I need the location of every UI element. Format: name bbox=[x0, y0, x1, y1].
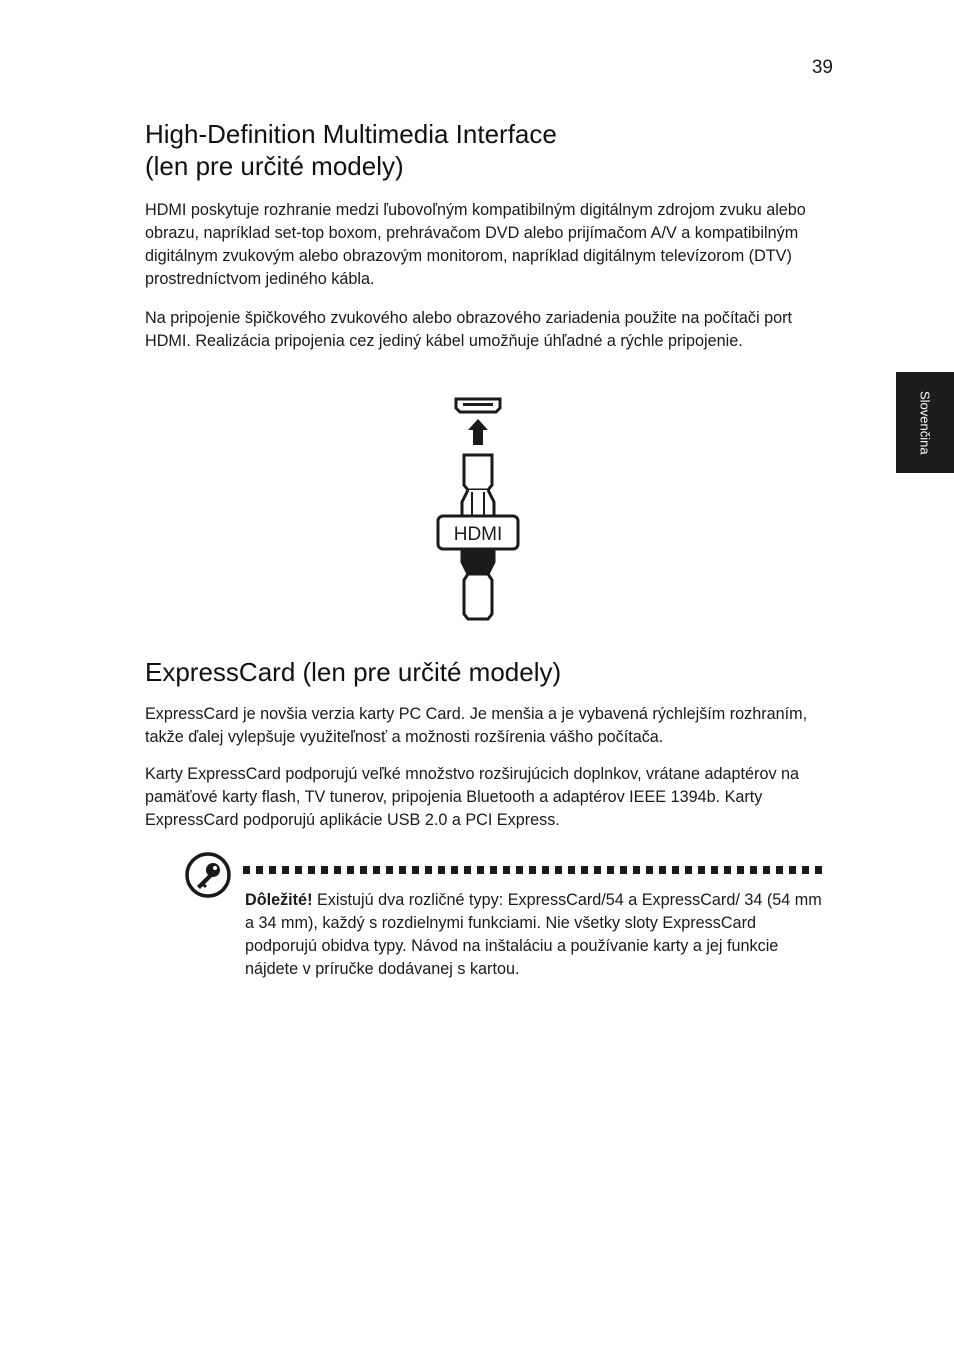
hdmi-title-line1: High-Definition Multimedia Interface bbox=[145, 119, 557, 149]
expresscard-paragraph-1: ExpressCard je novšia verzia karty PC Card. Je menšia a je vybavená rýchlejším rozhraním, takže ďalej vylepšuje využiteľnosť a možnosti rozšírenia vášho počítača. bbox=[145, 705, 808, 746]
note-text bbox=[245, 889, 825, 981]
note-label: Dôležité! bbox=[245, 891, 313, 909]
key-icon bbox=[184, 851, 232, 899]
hdmi-section-title bbox=[145, 118, 557, 182]
hdmi-title-line2: (len pre určité modely) bbox=[145, 151, 404, 181]
hdmi-figure-label: HDMI bbox=[453, 524, 503, 545]
arrow-up-icon bbox=[468, 419, 488, 445]
note-divider bbox=[243, 866, 828, 874]
hdmi-port-icon bbox=[456, 399, 500, 412]
hdmi-plug-bottom-icon bbox=[462, 549, 494, 619]
page-number: 39 bbox=[811, 57, 833, 78]
hdmi-paragraph-1: HDMI poskytuje rozhranie medzi ľubovoľným kompatibilným digitálnym zdrojom zvuku alebo obrazu, napríklad set-top boxom, prehrávačom DVD alebo prijímačom A/V a kompatibilným digitálnym zvukovým alebo obrazovým monitorom, napríklad digitálnym televízorom (DTV) prostredníctvom jediného kábla. bbox=[145, 201, 806, 288]
expresscard-section-title: ExpressCard (len pre určité modely) bbox=[145, 657, 562, 687]
note-body: Existujú dva rozličné typy: ExpressCard/54 a ExpressCard/ 34 (54 mm a 34 mm), každý s rozdielnymi funkciami. Nie všetky sloty ExpressCard podporujú obidva typy. Návod na inštaláciu a používanie karty a jej funkcie nájdete v príručke dodávanej s kartou. bbox=[245, 891, 822, 978]
expresscard-paragraph-2: Karty ExpressCard podporujú veľké množstvo rozširujúcich doplnkov, vrátane adaptérov na pamäťové karty flash, TV tunerov, pripojenia Bluetooth a adaptérov IEEE 1394b. Karty ExpressCard podporujú aplikácie USB 2.0 a PCI Express. bbox=[145, 765, 800, 829]
hdmi-plug-top-icon bbox=[462, 455, 494, 516]
language-side-tab bbox=[896, 372, 954, 473]
hdmi-paragraph-2: Na pripojenie špičkového zvukového alebo obrazového zariadenia použite na počítači port HDMI. Realizácia pripojenia cez jediný kábel umožňuje úhľadné a rýchle pripojenie. bbox=[145, 309, 793, 350]
hdmi-connection-figure bbox=[430, 392, 526, 624]
language-side-tab-label: Slovenčina bbox=[917, 390, 933, 455]
